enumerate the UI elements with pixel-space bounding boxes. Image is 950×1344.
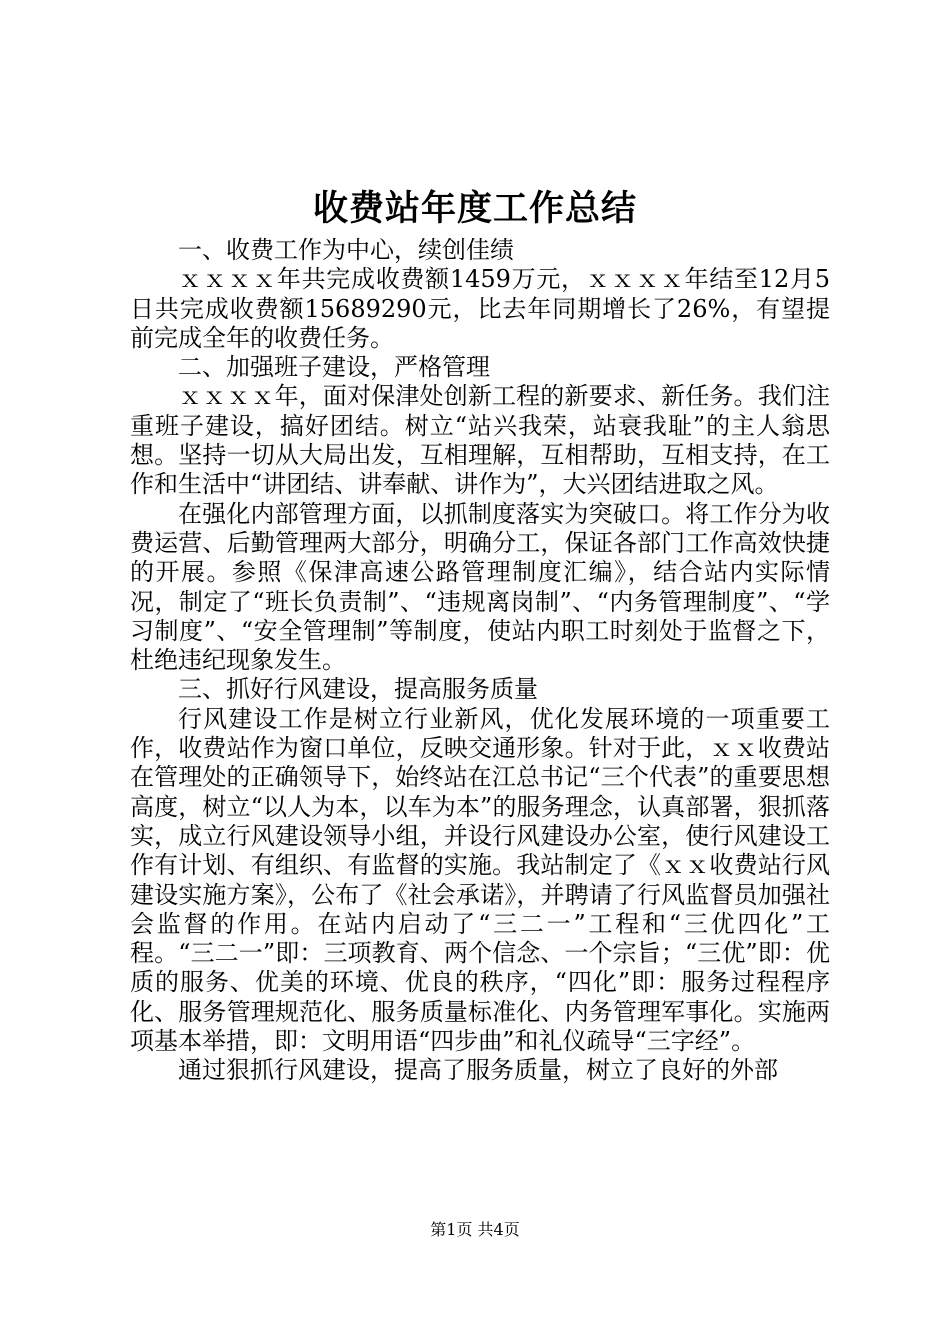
section-heading-3: 三、抓好行风建设，提高服务质量 — [178, 675, 538, 704]
paragraph-5: 通过狠抓行风建设，提高了服务质量，树立了良好的外部 — [178, 1056, 778, 1085]
document-title: 收费站年度工作总结 — [312, 188, 637, 229]
document-body — [130, 236, 830, 1086]
paragraph-2: ｘｘｘｘ年，面对保津处创新工程的新要求、新任务。我们注重班子建设，搞好团结。树立“站兴我荣，站衰我耻”的主人翁思想。坚持一切从大局出发，互相理解，互相帮助，互相支持，在工作和生活中“讲团结、讲奉献、讲作为”，大兴团结进取之风。 — [130, 382, 830, 499]
page-number-footer: 第1页 共4页 — [430, 1220, 520, 1239]
paragraph-4: 行风建设工作是树立行业新风，优化发展环境的一项重要工作，收费站作为窗口单位，反映交通形象。针对于此，ｘｘ收费站在管理处的正确领导下，始终站在江总书记“三个代表”的重要思想高度，树立“以人为本，以车为本”的服务理念，认真部署，狠抓落实，成立行风建设领导小组，并设行风建设办公室，使行风建设工作有计划、有组织、有监督的实施。我站制定了《ｘｘ收费站行风建设实施方案》，公布了《社会承诺》，并聘请了行风监督员加强社会监督的作用。在站内启动了“三二一”工程和“三优四化”工程。“三二一”即：三项教育、两个信念、一个宗旨；“三优”即：优质的服务、优美的环境、优良的秩序，“四化”即：服务过程程序化、服务管理规范化、服务质量标准化、内务管理军事化。实施两项基本举措，即：文明用语“四步曲”和礼仪疏导“三字经”。 — [130, 704, 830, 1056]
paragraph-3: 在强化内部管理方面，以抓制度落实为突破口。将工作分为收费运营、后勤管理两大部分，明确分工，保证各部门工作高效快捷的开展。参照《保津高速公路管理制度汇编》，结合站内实际情况，制定了“班长负责制”、“违规离岗制”、“内务管理制度”、“学习制度”、“安全管理制”等制度，使站内职工时刻处于监督之下，杜绝违纪现象发生。 — [130, 499, 830, 675]
section-heading-2: 二、加强班子建设，严格管理 — [178, 353, 490, 382]
section-heading-1: 一、收费工作为中心，续创佳绩 — [178, 236, 514, 264]
paragraph-1: ｘｘｘｘ年共完成收费额1459万元，ｘｘｘｘ年结至12月5日共完成收费额15689290元，比去年同期增长了26%，有望提前完成全年的收费任务。 — [130, 265, 830, 352]
